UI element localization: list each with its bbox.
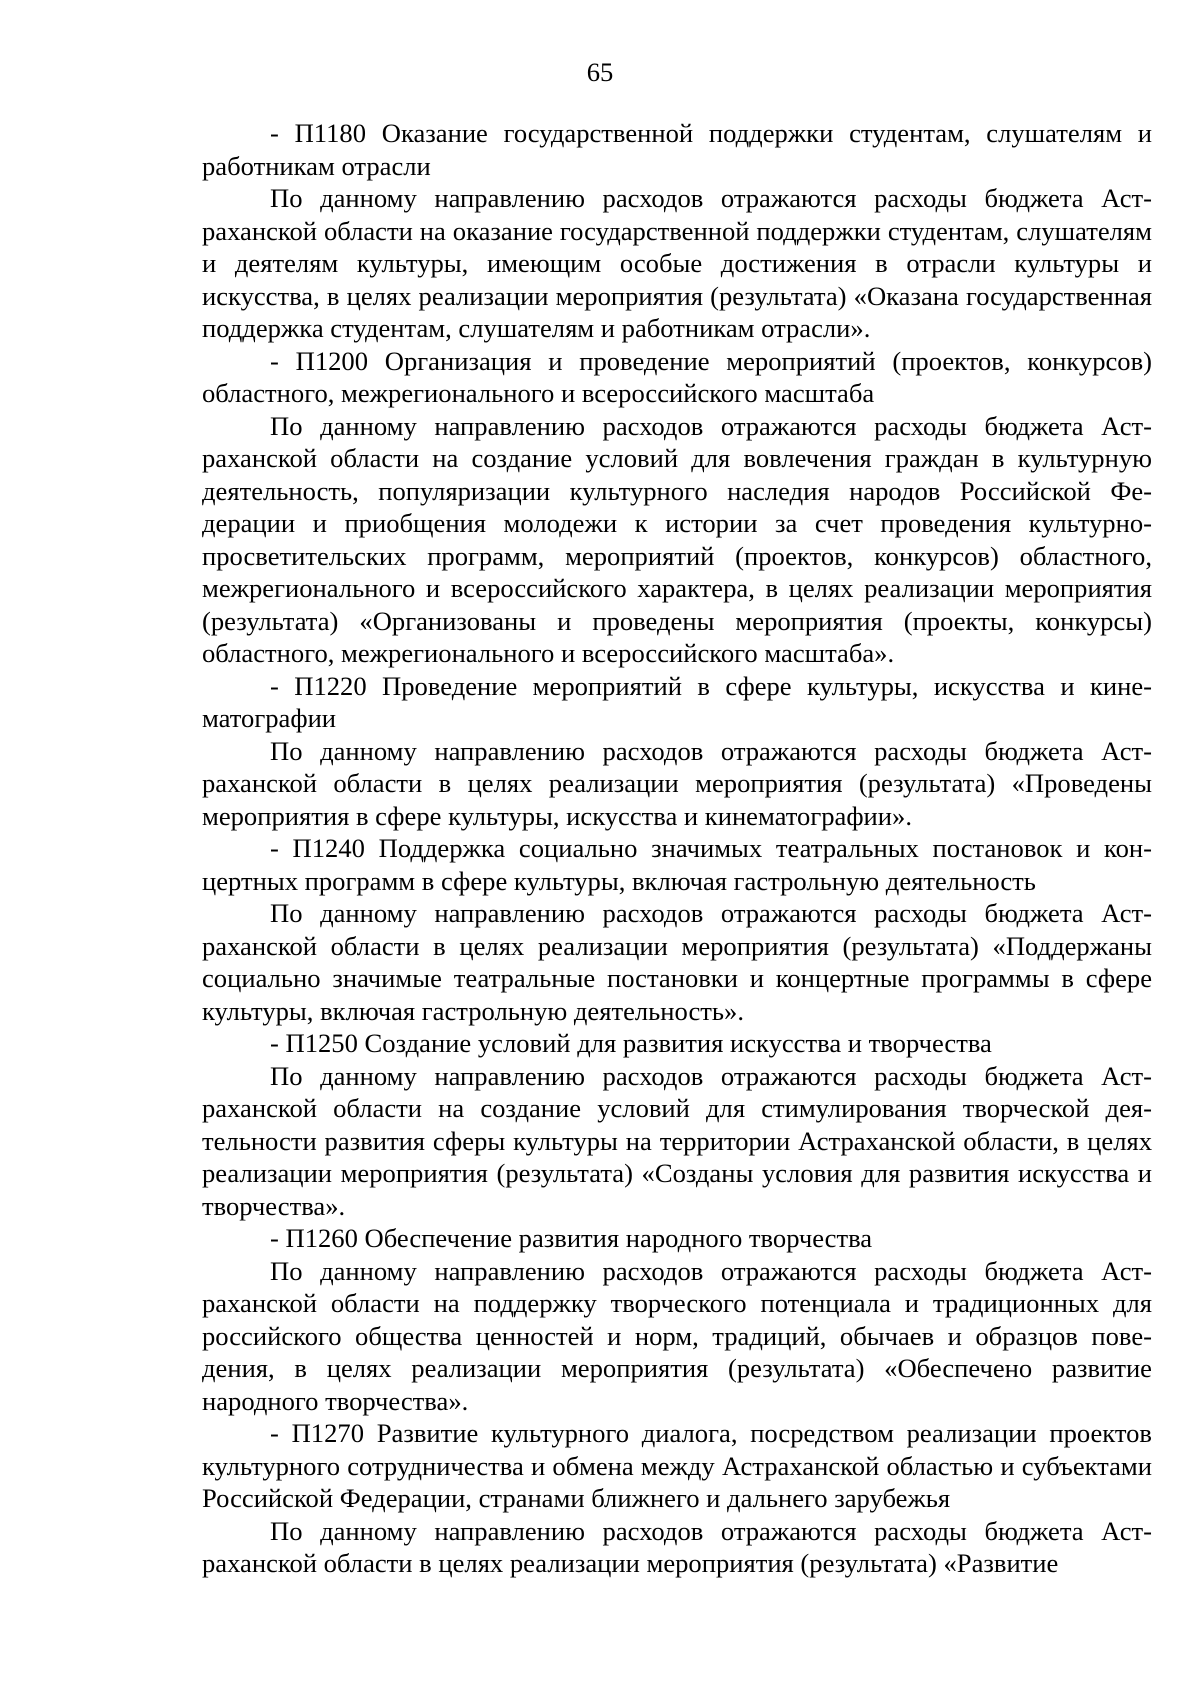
item-description-p1240: По данному направлению расходов отражаются расходы бюджета Астраханской области в целях реализации мероприятия (результата) «Поддержаны социально значимые театральные постановки и концертные программы в сфере культуры, включая гастрольную деятельность». (202, 898, 1152, 1026)
item-heading-p1260: - П1260 Обеспечение развития народного творчества (270, 1223, 873, 1253)
item-description-p1250: По данному направлению расходов отражаются расходы бюджета Астраханской области на создание условий для стимулирования творческой деятельности развития сферы культуры на территории Астраханской области, в целях реализации мероприятия (результата) «Созданы условия для развития искусства и творчества». (202, 1060, 1152, 1221)
item-heading-p1180: - П1180 Оказание государственной поддержки студентам, слушателям и работникам отрасли (202, 118, 1152, 181)
item-description-p1270: По данному направлению расходов отражаются расходы бюджета Астраханской области в целях реализации мероприятия (результата) «Развитие (202, 1515, 1152, 1578)
document-body (202, 117, 1152, 1580)
page-number: 65 (586, 57, 614, 87)
item-heading-p1200: - П1200 Организация и проведение мероприятий (проектов, конкурсов) областного, межрегионального и всероссийского масштаба (202, 345, 1152, 408)
item-description-p1220: По данному направлению расходов отражаются расходы бюджета Астраханской области в целях реализации мероприятия (результата) «Проведены мероприятия в сфере культуры, искусства и кинематографии». (202, 735, 1152, 831)
item-description-p1200: По данному направлению расходов отражаются расходы бюджета Астраханской области на создание условий для вовлечения граждан в культурную деятельность, популяризации культурного наследия народов Российской Федерации и приобщения молодежи к истории за счет проведения культурно-просветительских программ, мероприятий (проектов, конкурсов) областного, межрегионального и всероссийского характера, в целях реализации мероприятия (результата) «Организованы и проведены мероприятия (проекты, конкурсы) областного, межрегионального и всероссийского масштаба». (202, 410, 1152, 668)
item-heading-p1270: - П1270 Развитие культурного диалога, посредством реализации проектов культурного сотрудничества и обмена между Астраханской областью и субъектами Российской Федерации, странами ближнего и дальнего зарубежья (202, 1418, 1152, 1513)
item-description-p1260: По данному направлению расходов отражаются расходы бюджета Астраханской области на поддержку творческого потенциала и традиционных для российского общества ценностей и норм, традиций, обычаев и образцов поведения, в целях реализации мероприятия (результата) «Обеспечено развитие народного творчества». (202, 1255, 1152, 1416)
item-description-p1180: По данному направлению расходов отражаются расходы бюджета Астраханской области на оказание государственной поддержки студентам, слушателям и деятелям культуры, имеющим особые достижения в отрасли культуры и искусства, в целях реализации мероприятия (результата) «Оказана государственная поддержка студентам, слушателям и работникам отрасли». (202, 183, 1152, 343)
item-heading-p1250: - П1250 Создание условий для развития искусства и творчества (270, 1028, 992, 1058)
item-heading-p1240: - П1240 Поддержка социально значимых театральных постановок и концертных программ в сфере культуры, включая гастрольную деятельность (202, 833, 1152, 896)
item-heading-p1220: - П1220 Проведение мероприятий в сфере культуры, искусства и кинематографии (202, 670, 1152, 733)
